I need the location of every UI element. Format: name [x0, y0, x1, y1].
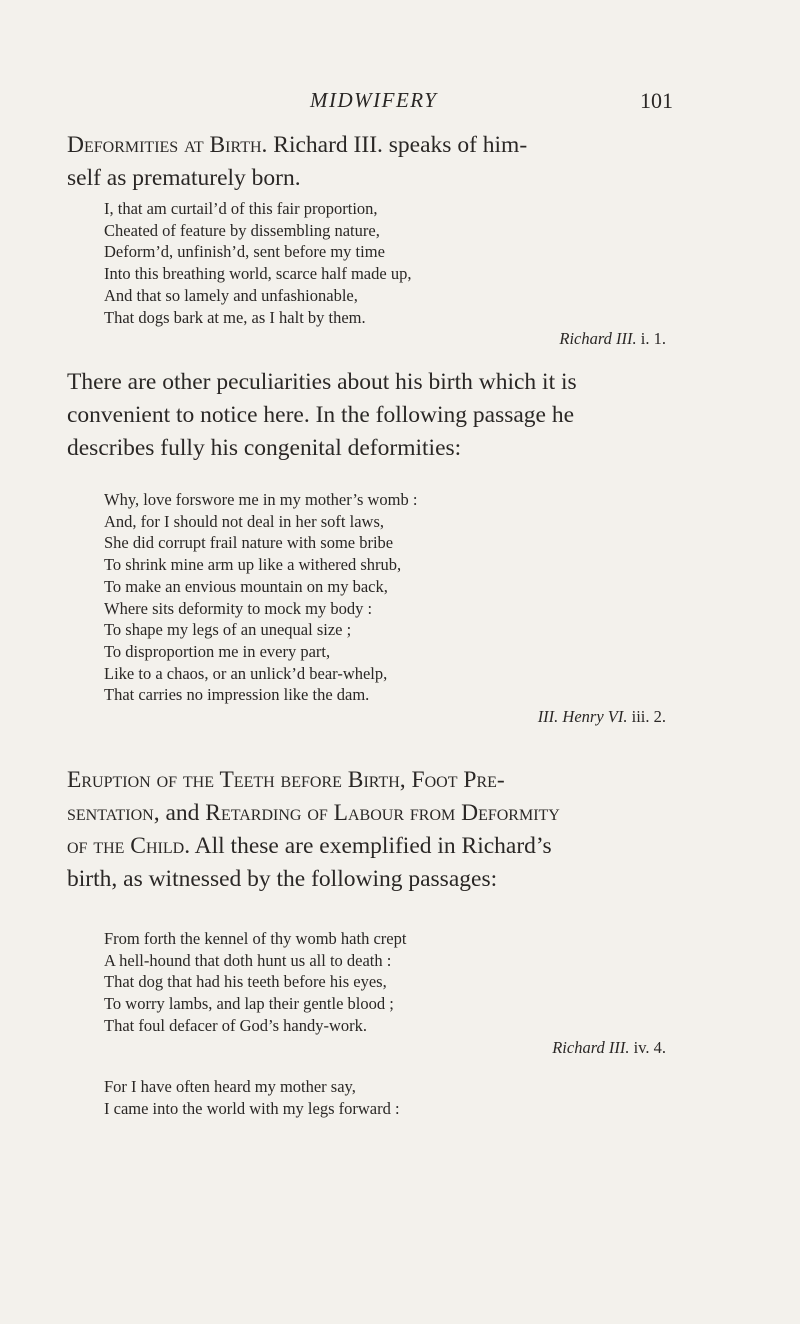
- citation-work: Richard III.: [552, 1037, 630, 1057]
- verse-line: Cheated of feature by dissembling nature,: [104, 220, 380, 240]
- verse-line: She did corrupt frail nature with some bribe: [104, 533, 394, 553]
- paragraph-line: There are other peculiarities about his birth which it is: [67, 369, 577, 395]
- section-text-line-2: self as prematurely born.: [67, 165, 301, 191]
- verse-line: To disproportion me in every part,: [104, 641, 331, 661]
- verse-line: Where sits deformity to mock my body :: [104, 598, 373, 618]
- verse-line: To shape my legs of an unequal size ;: [104, 620, 352, 640]
- paragraph-peculiarities: [67, 366, 717, 465]
- verse-line: That foul defacer of God’s handy-work.: [104, 1015, 367, 1035]
- verse-line: That dog that had his teeth before his eyes,: [104, 972, 387, 992]
- citation-work: Richard III.: [559, 329, 637, 349]
- section-heading-line: of the Child.: [67, 833, 191, 859]
- verse-line: From forth the kennel of thy womb hath crept: [104, 929, 407, 948]
- paragraph-line: describes fully his congenital deformities:: [67, 435, 462, 461]
- citation: [104, 328, 704, 350]
- section-text-line: birth, as witnessed by the following passages:: [67, 866, 498, 892]
- citation-reference: i. 1.: [636, 329, 666, 349]
- citation-reference: iii. 2.: [627, 707, 666, 727]
- verse-line: I came into the world with my legs forward :: [104, 1098, 400, 1118]
- verse-line: Deform’d, unfinish’d, sent before my time: [104, 242, 385, 262]
- verse-line: To make an envious mountain on my back,: [104, 576, 388, 596]
- citation-reference: iv. 4.: [629, 1037, 666, 1057]
- verse-line: Like to a chaos, or an unlick’d bear-whelp,: [104, 663, 388, 683]
- paragraph-line: convenient to notice here. In the following passage he: [67, 402, 575, 428]
- section-heading-deformities: Deformities at Birth.: [67, 132, 268, 158]
- quote-richard-iii-iv-4: [104, 928, 704, 1058]
- verse-line: And, for I should not deal in her soft laws,: [104, 511, 384, 531]
- section-heading-line: Eruption of the Teeth before Birth, Foot Pre-: [67, 767, 505, 793]
- section-heading-line: sentation,: [67, 800, 160, 826]
- heading-conjunction: and: [159, 800, 206, 826]
- section-heading-line: Retarding of Labour from Deformity: [205, 800, 560, 826]
- citation-work: III. Henry VI.: [537, 707, 628, 727]
- verse-line: That carries no impression like the dam.: [104, 685, 370, 705]
- quote-henry-vi-iii-2: [104, 489, 704, 728]
- citation: [104, 706, 704, 728]
- verse-line: That dogs bark at me, as I halt by them.: [104, 307, 366, 327]
- verse-line: A hell-hound that doth hunt us all to death :: [104, 950, 392, 970]
- verse-line: Into this breathing world, scarce half made up,: [104, 264, 412, 284]
- verse-line: To shrink mine arm up like a withered shrub,: [104, 555, 402, 575]
- quote-richard-iii-i-1: [104, 198, 704, 350]
- verse-line: I, that am curtail’d of this fair proportion,: [104, 199, 378, 218]
- verse-line: To worry lambs, and lap their gentle blood ;: [104, 994, 394, 1014]
- running-head: [0, 88, 800, 118]
- section-text-line-1: Richard III. speaks of him-: [267, 132, 528, 158]
- section-eruption-of-teeth: [67, 764, 717, 896]
- verse-line: Why, love forswore me in my mother’s womb :: [104, 490, 418, 509]
- section-deformities: [67, 129, 717, 195]
- verse-line: And that so lamely and unfashionable,: [104, 285, 358, 305]
- quote-legs-forward: [104, 1076, 704, 1119]
- verse-line: For I have often heard my mother say,: [104, 1077, 356, 1096]
- citation: [104, 1037, 704, 1059]
- page-number: 101: [640, 88, 673, 113]
- section-text-line: All these are exemplified in Richard’s: [190, 833, 552, 859]
- running-title: MIDWIFERY: [310, 88, 438, 112]
